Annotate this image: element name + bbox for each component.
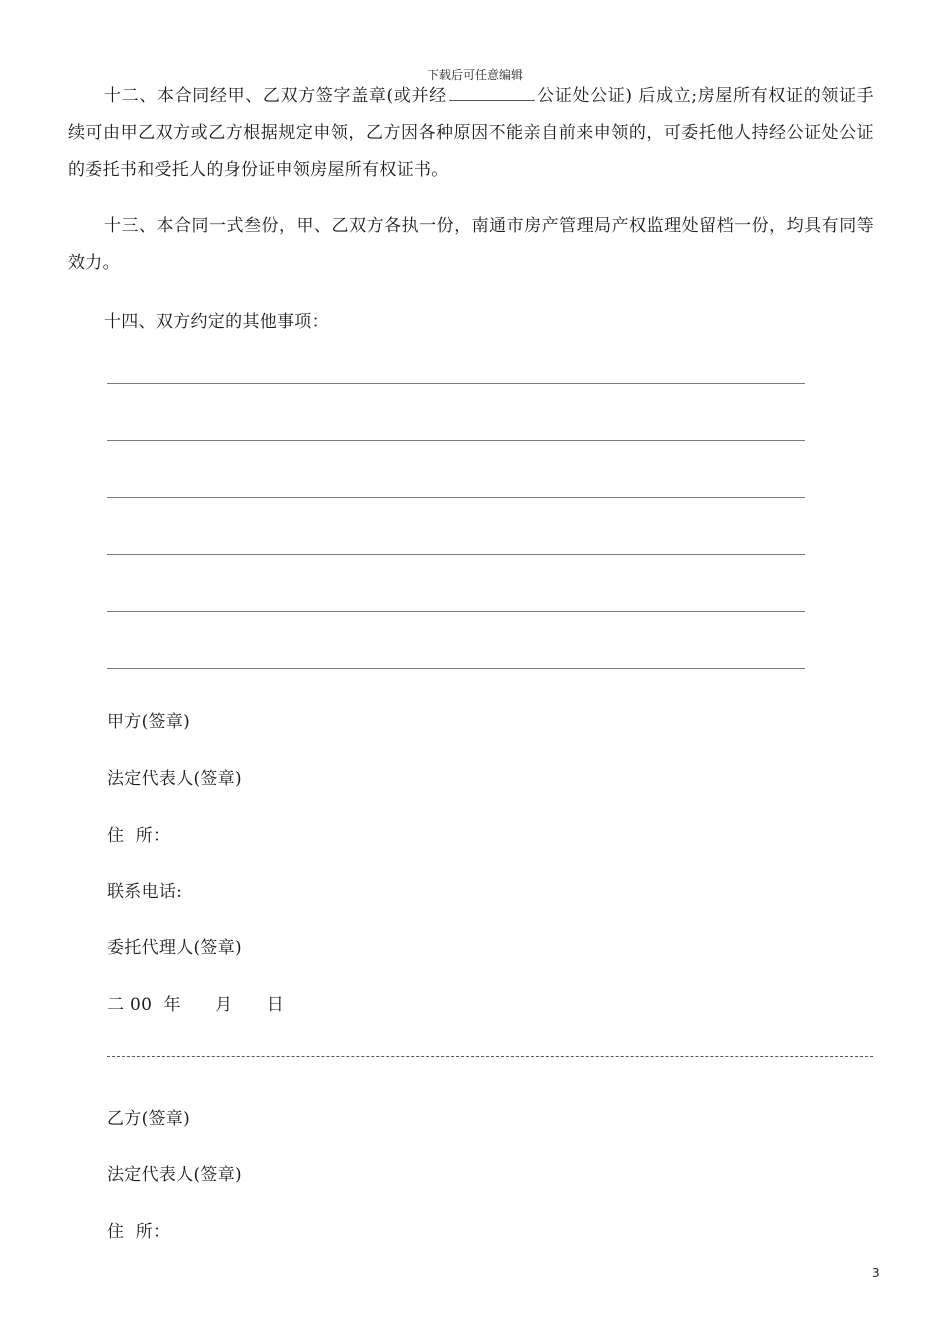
fill-in-line	[107, 497, 805, 498]
party-a-date: 二 00 年 月 日	[107, 995, 284, 1015]
party-a-address: 住 所：	[107, 826, 171, 846]
fill-in-line	[107, 383, 805, 384]
fill-in-line	[107, 554, 805, 555]
party-a-legal-rep: 法定代表人(签章)	[107, 769, 242, 789]
fill-in-line	[107, 611, 805, 612]
party-a-title: 甲方(签章)	[107, 712, 191, 732]
clause-12-text-start: 十二、本合同经甲、乙双方签字盖章(或并经	[104, 86, 447, 106]
header-note: 下载后可任意编辑	[426, 68, 523, 82]
page-number: 3	[872, 1266, 880, 1280]
clause-12-text-end: 公证处公证) 后成立;房屋所有权证的领证手续可由甲乙双方或乙方根据规定申领，乙方因各种原因不能亲自前来申领的，可委托他人持经公证处公证的委托书和受托人的身份证申领房屋所有权证书。	[68, 86, 874, 180]
notary-blank	[449, 86, 535, 101]
party-b-legal-rep: 法定代表人(签章)	[107, 1165, 242, 1185]
section-divider	[107, 1056, 873, 1057]
party-a-phone: 联系电话:	[107, 882, 183, 902]
fill-in-line	[107, 668, 805, 669]
fill-in-line	[107, 440, 805, 441]
party-a-agent: 委托代理人(签章)	[107, 938, 242, 958]
party-b-title: 乙方(签章)	[107, 1109, 191, 1129]
clause-14: 十四、双方约定的其他事项：	[104, 312, 329, 332]
clause-12	[68, 78, 874, 189]
party-b-address: 住 所：	[107, 1222, 171, 1242]
clause-13: 十三、本合同一式叁份，甲、乙双方各执一份，南通市房产管理局产权监理处留档一份，均具有同等效力。	[68, 216, 874, 273]
